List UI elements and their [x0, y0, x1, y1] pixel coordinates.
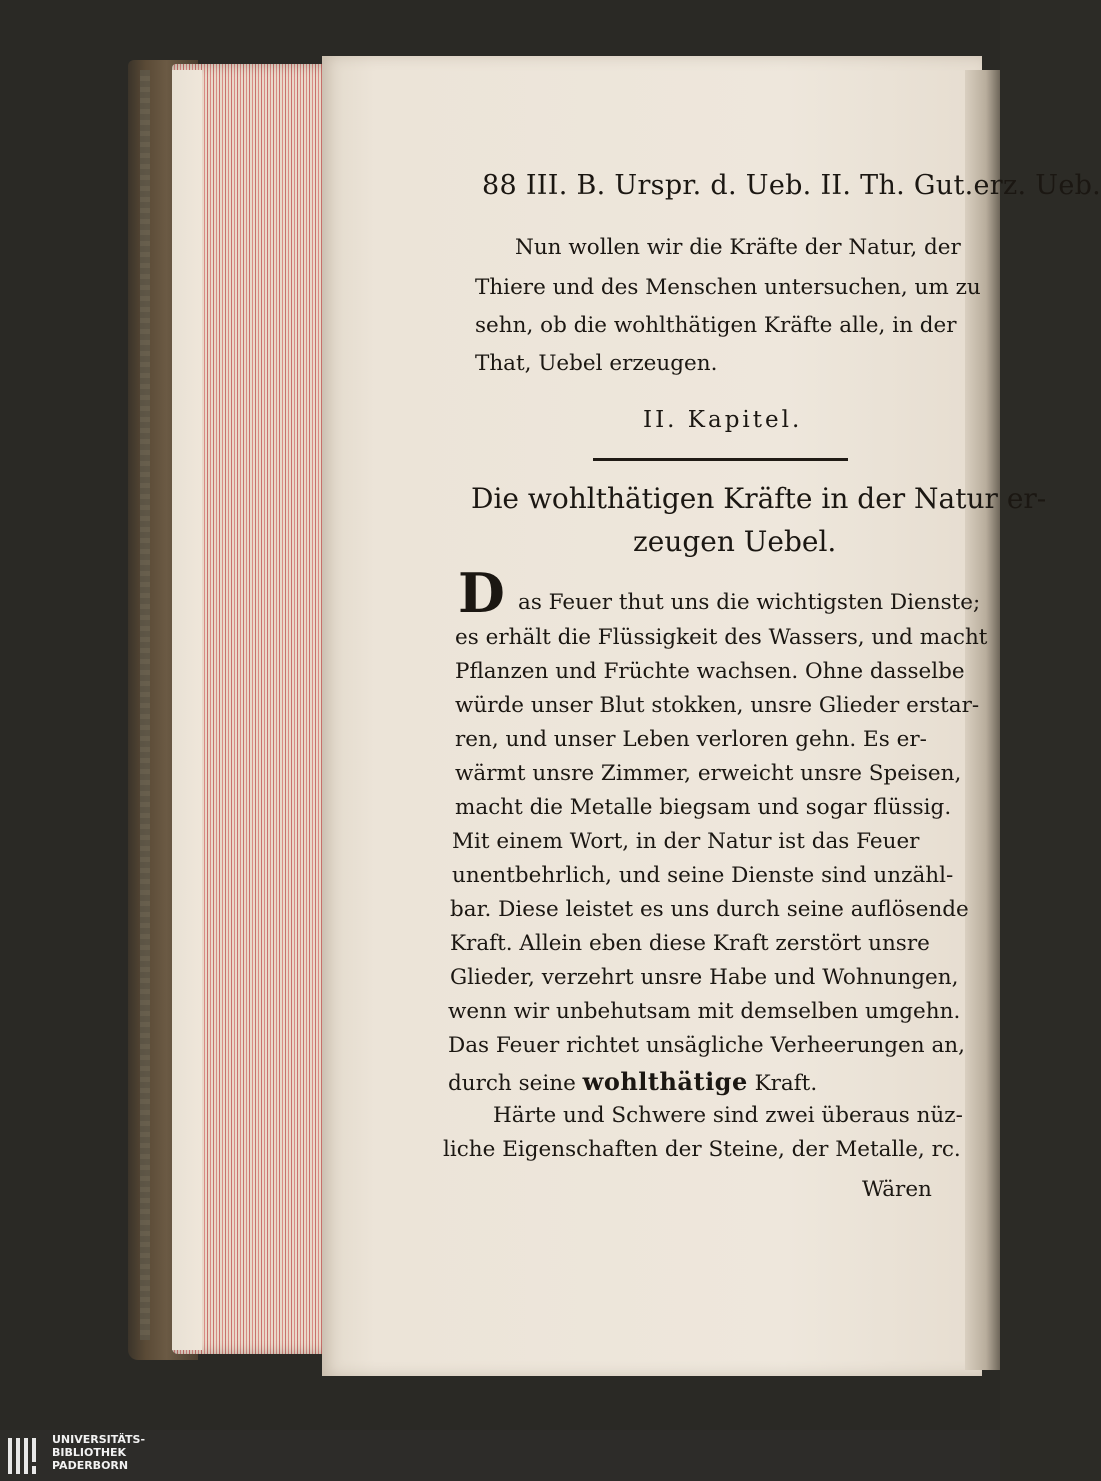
intro-line: Nun wollen wir die Kräfte der Natur, der — [515, 235, 961, 260]
paragraph-last-line — [448, 1067, 817, 1096]
page-gutter — [965, 70, 1000, 1370]
paragraph-text: durch seine — [448, 1071, 583, 1096]
paragraph-line: würde unser Blut stokken, unsre Glieder erstar- — [455, 693, 980, 718]
catchword: Wären — [862, 1177, 932, 1202]
paragraph-line: Härte und Schwere sind zwei überaus nüz- — [493, 1103, 963, 1128]
library-name-line: UNIVERSITÄTS- — [52, 1433, 146, 1446]
university-library-logo-icon — [6, 1434, 46, 1478]
library-name — [52, 1433, 145, 1472]
chapter-label: II. Kapitel. — [643, 407, 803, 433]
emphasized-word: wohlthätige — [582, 1067, 748, 1096]
paragraph-line: Das Feuer richtet unsägliche Verheerungen an, — [448, 1033, 965, 1058]
chapter-title-line: Die wohlthätigen Kräfte in der Natur er- — [471, 482, 1047, 515]
paragraph-line: bar. Diese leistet es uns durch seine auflösende — [450, 897, 969, 922]
paragraph-line: wenn wir unbehutsam mit demselben umgehn. — [448, 999, 961, 1024]
paragraph-line: Pflanzen und Früchte wachsen. Ohne dasselbe — [455, 659, 965, 684]
running-head: 88 III. B. Urspr. d. Ueb. II. Th. Gut.erz. Ueb. — [482, 170, 1101, 201]
chapter-title-line: zeugen Uebel. — [633, 525, 837, 558]
intro-line: That, Uebel erzeugen. — [475, 351, 718, 376]
footer-bar — [0, 1430, 1000, 1481]
intro-line: Thiere und des Menschen untersuchen, um zu — [475, 275, 981, 300]
paragraph-line: macht die Metalle biegsam und sogar flüssig. — [455, 795, 952, 820]
library-name-line: BIBLIOTHEK — [52, 1446, 127, 1459]
library-name-line: PADERBORN — [52, 1459, 129, 1472]
paragraph-line: as Feuer thut uns die wichtigsten Dienste; — [518, 590, 981, 615]
paragraph-line: Kraft. Allein eben diese Kraft zerstört unsre — [450, 931, 930, 956]
chapter-rule — [593, 458, 848, 461]
paragraph-line: Glieder, verzehrt unsre Habe und Wohnungen, — [450, 965, 959, 990]
paragraph-text: Kraft. — [747, 1071, 818, 1096]
book-cover-edge — [140, 70, 150, 1340]
intro-line: sehn, ob die wohlthätigen Kräfte alle, in der — [475, 313, 957, 338]
paragraph-line: ren, und unser Leben verloren gehn. Es er- — [455, 727, 927, 752]
page-block-outer-edge — [172, 70, 202, 1350]
paragraph-line: unentbehrlich, und seine Dienste sind unzähl- — [452, 863, 954, 888]
paragraph-line: es erhält die Flüssigkeit des Wassers, und macht — [455, 625, 988, 650]
paragraph-line: liche Eigenschaften der Steine, der Metalle, rc. — [443, 1137, 961, 1162]
drop-cap: D — [458, 561, 505, 625]
paragraph-line: Mit einem Wort, in der Natur ist das Feuer — [452, 829, 920, 854]
paragraph-line: wärmt unsre Zimmer, erweicht unsre Speisen, — [455, 761, 962, 786]
